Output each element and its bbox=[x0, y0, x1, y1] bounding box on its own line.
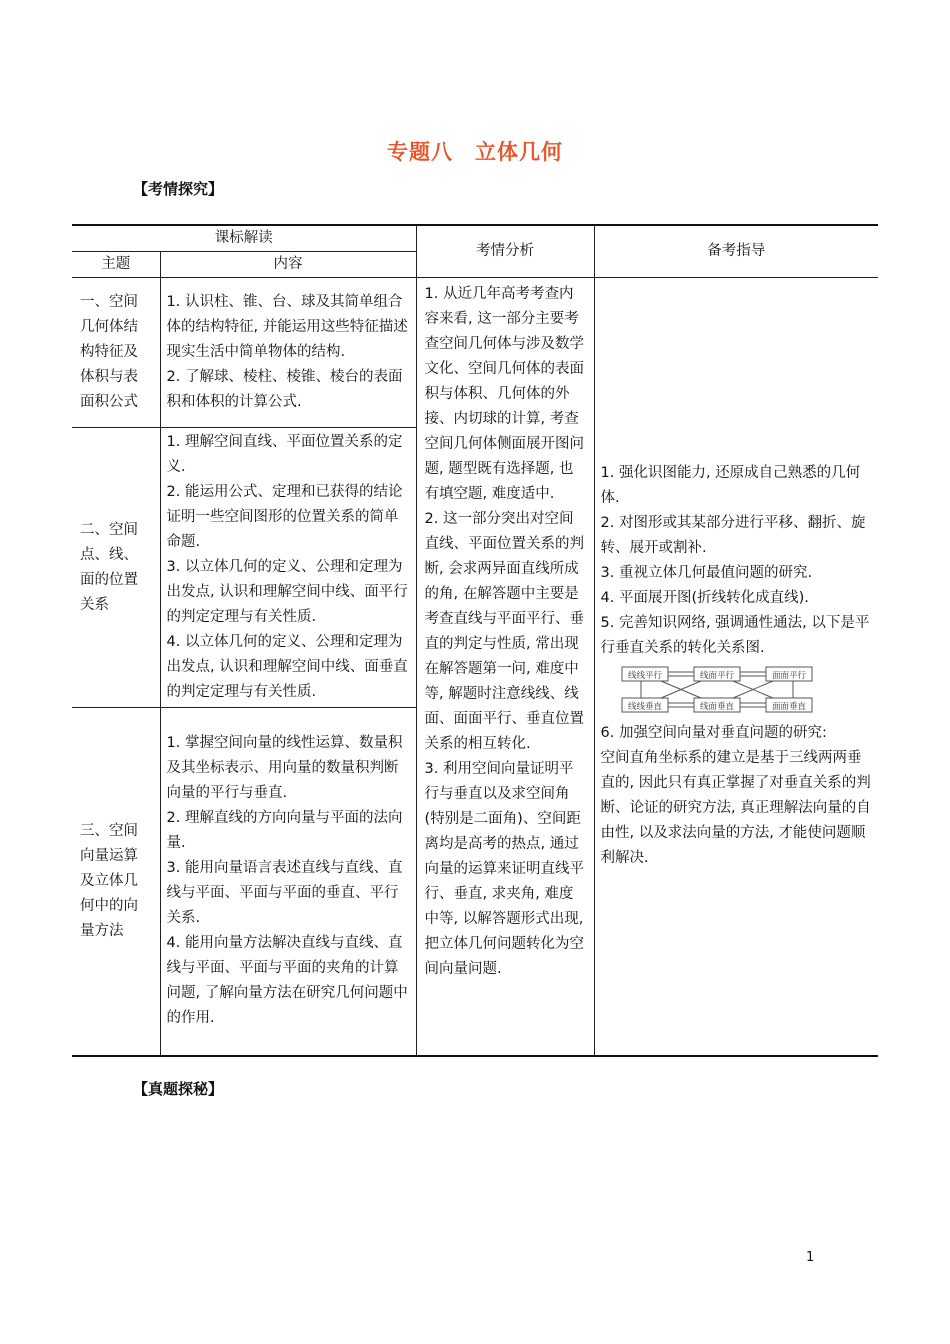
diagram-line-line-parallel: 线线平行 bbox=[627, 671, 662, 682]
parallel-perpendicular-diagram bbox=[621, 665, 813, 715]
content-2-item: 2. 能运用公式、定理和已获得的结论证明一些空间图形的位置关系的简单命题. bbox=[166, 484, 403, 550]
diagram-line-plane-perp: 线面垂直 bbox=[699, 702, 734, 713]
header-guide: 备考指导 bbox=[594, 225, 878, 278]
content-2 bbox=[160, 428, 416, 708]
content-3 bbox=[160, 708, 416, 1056]
page-title bbox=[0, 136, 950, 166]
guide-item: 2. 对图形或其某部分进行平移、翻折、旋转、展开或割补. bbox=[600, 515, 866, 557]
analysis-item: 3. 利用空间向量证明平行与垂直以及求空间角(特别是二面角)、空间距离均是高考的热点, 通过向量的运算来证明直线平行、垂直, 求夹角, 难度中等, 以解答题形式出现, 把立体几何问题转化为空间向量问题. bbox=[424, 761, 584, 977]
content-2-item: 3. 以立体几何的定义、公理和定理为出发点, 认识和理解空间中线、面平行的判定定理与有关性质. bbox=[166, 559, 408, 625]
guide-item: 3. 重视立体几何最值问题的研究. bbox=[600, 565, 813, 582]
guide-item-6-body: 空间直角坐标系的建立是基于三线两两垂直的, 因此只有真正掌握了对垂直关系的判断、论证的研究方法, 真正理解法向量的自由性, 以及求法向量的方法, 才能使问题顺利解决. bbox=[600, 750, 871, 867]
content-3-item: 1. 掌握空间向量的线性运算、数量积及其坐标表示、用向量的数量积判断向量的平行与垂直. bbox=[166, 735, 403, 802]
section-survey: 【考情探究】 bbox=[133, 180, 224, 198]
diagram-line-plane-parallel: 线面平行 bbox=[699, 671, 734, 682]
header-topic: 主题 bbox=[72, 252, 160, 278]
content-3-item: 4. 能用向量方法解决直线与直线、直线与平面、平面与平面的夹角的计算问题, 了解向量方法在研究几何问题中的作用. bbox=[166, 935, 408, 1027]
topic-1: 一、空间几何体结构特征及体积与表面积公式 bbox=[72, 278, 160, 428]
header-content: 内容 bbox=[160, 252, 416, 278]
exam-analysis-table bbox=[72, 224, 878, 1057]
guide-cell bbox=[594, 278, 878, 1056]
analysis-item: 1. 从近几年高考考查内容来看, 这一部分主要考查空间几何体与涉及数学文化、空间几何体的表面积与体积、几何体的外接、内切球的计算, 考查空间几何体侧面展开图问题, 题型既有选择题, 也有填空题, 难度适中. bbox=[424, 286, 584, 502]
content-3-item: 3. 能用向量语言表述直线与直线、直线与平面、平面与平面的垂直、平行关系. bbox=[166, 860, 403, 927]
topic-2: 二、空间点、线、面的位置关系 bbox=[72, 428, 160, 708]
guide-item: 4. 平面展开图(折线转化成直线). bbox=[600, 590, 809, 607]
guide-item: 5. 完善知识网络, 强调通性通法, 以下是平行垂直关系的转化关系图. bbox=[600, 615, 870, 657]
content-1-item: 2. 了解球、棱柱、棱锥、棱台的表面积和体积的计算公式. bbox=[166, 369, 403, 410]
topic-3: 三、空间向量运算及立体几何中的向量方法 bbox=[72, 708, 160, 1056]
analysis-item: 2. 这一部分突出对空间直线、平面位置关系的判断, 会求两异面直线所成的角, 在解答题中主要是考查直线与平面平行、垂直的判定与性质, 常出现在解答题第一问, 难度中等, 解题时注意线线、线面、面面平行、垂直位置关系的相互转化. bbox=[424, 511, 584, 752]
diagram-line-line-perp: 线线垂直 bbox=[627, 702, 662, 713]
diagram-plane-plane-perp: 面面垂直 bbox=[771, 702, 806, 713]
section-real-exam: 【真题探秘】 bbox=[133, 1080, 224, 1098]
content-2-item: 1. 理解空间直线、平面位置关系的定义. bbox=[166, 434, 403, 475]
content-2-item: 4. 以立体几何的定义、公理和定理为出发点, 认识和理解空间中线、面垂直的判定定理与有关性质. bbox=[166, 634, 408, 700]
page-number: 1 bbox=[806, 1250, 815, 1265]
guide-item: 1. 强化识图能力, 还原成自己熟悉的几何体. bbox=[600, 465, 861, 507]
header-analysis: 考情分析 bbox=[416, 225, 594, 278]
content-3-item: 2. 理解直线的方向向量与平面的法向量. bbox=[166, 810, 403, 852]
content-1-item: 1. 认识柱、锥、台、球及其简单组合体的结构特征, 并能运用这些特征描述现实生活中简单物体的结构. bbox=[166, 294, 408, 360]
header-curriculum: 课标解读 bbox=[72, 225, 416, 252]
content-1 bbox=[160, 278, 416, 428]
analysis-cell bbox=[416, 278, 594, 1056]
guide-item-6-title: 6. 加强空间向量对垂直问题的研究: bbox=[600, 725, 827, 742]
title-part2: 立体几何 bbox=[475, 140, 563, 164]
title-part1: 专题八 bbox=[387, 140, 453, 164]
diagram-plane-plane-parallel: 面面平行 bbox=[771, 671, 806, 682]
